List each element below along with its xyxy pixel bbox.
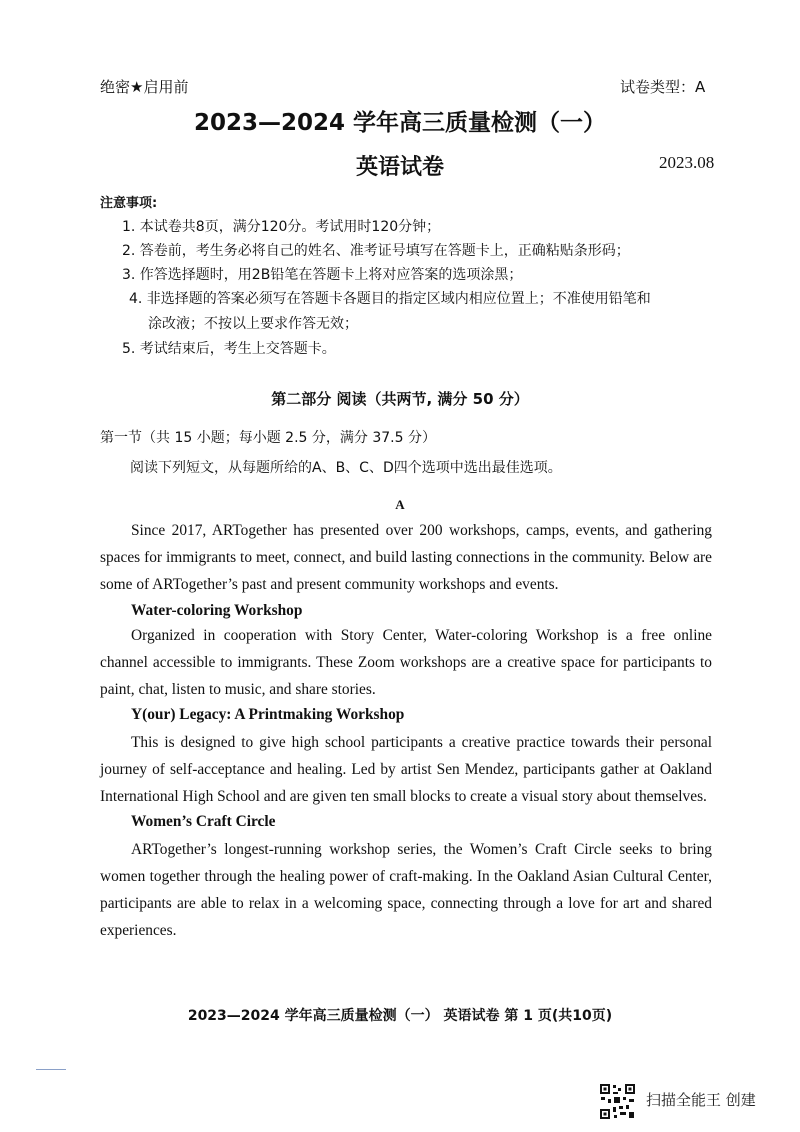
section-body: This is designed to give high school participants a creative practice towards their personal journey of self-acceptance and healing. Led by artist Sen Mendez, participants gather at Oakland International High School and are given ten small blocks to create a visual story about themselves. [100,734,712,805]
part-title: 第二部分 阅读（共两节, 满分 50 分） [271,390,529,408]
divider [36,1069,66,1070]
exam-date: 2023.08 [659,153,715,172]
exam-subtitle: 英语试卷 [355,155,444,180]
section-body: Organized in cooperation with Story Center, Water-coloring Workshop is a free online channel accessible to immigrants. These Zoom workshops are a creative space for participants to paint, chat, listen to music, and share stories. [100,627,712,698]
notice-item-continued: 涂改液；不按以上要求作答无效； [148,316,358,332]
exam-title: 2023—2024 学年高三质量检测（一） [193,110,607,136]
qr-code-icon [599,1083,636,1120]
section-heading: Women’s Craft Circle [131,813,276,830]
notice-item: 3. 作答选择题时，用2B铅笔在答题卡上将对应答案的选项涂黑； [122,267,523,283]
notice-item: 2. 答卷前，考生务必将自己的姓名、准考证号填写在答题卡上，正确粘贴条形码； [122,243,630,259]
section-body: ARTogether’s longest-running workshop series, the Women’s Craft Circle seeks to bring women together through the healing power of craft-making. In the Oakland Asian Cultural Center, participants are able to relax in a welcoming space, connecting through a love for art and shared experiences. [100,841,712,939]
section-title: 第一节（共 15 小题；每小题 2.5 分，满分 37.5 分） [100,430,436,446]
scanner-watermark: 扫描全能王 创建 [646,1091,756,1109]
passage-intro: Since 2017, ARTogether has presented over 200 workshops, camps, events, and gathering spaces for immigrants to meet, connect, and build lasting connections in the community. Below are some of ARTogether’s past and present community workshops and events. [100,522,712,593]
instruction: 阅读下列短文，从每题所给的A、B、C、D四个选项中选出最佳选项。 [130,460,562,476]
paper-type-label: 试卷类型：A [620,78,706,96]
section-heading: Y(our) Legacy: A Printmaking Workshop [131,706,405,723]
notice-heading: 注意事项: [100,196,158,211]
passage-letter: A [395,497,405,512]
notice-item: 5. 考试结束后，考生上交答题卡。 [122,341,336,357]
confidential-label: 绝密★启用前 [100,78,189,96]
section-heading: Water-coloring Workshop [131,602,303,619]
notice-item: 4. 非选择题的答案必须写在答题卡各题目的指定区域内相应位置上；不准使用铅笔和 [129,291,651,307]
page-footer: 2023—2024 学年高三质量检测（一） 英语试卷 第 1 页(共10页) [187,1008,613,1024]
notice-item: 1. 本试卷共8页，满分120分。考试用时120分钟； [122,219,441,235]
